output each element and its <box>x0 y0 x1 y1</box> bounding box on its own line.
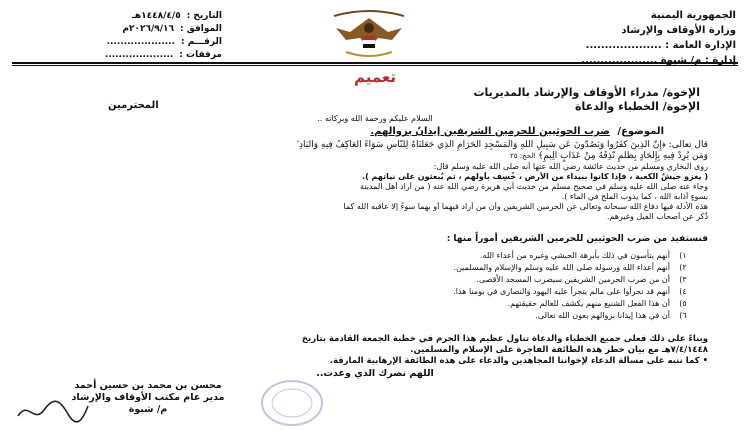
point-number: ٣) <box>679 275 687 284</box>
official-stamp-icon <box>258 378 326 428</box>
closing-prayer: اللهم نصرك الذي وعدت.. <box>316 368 434 379</box>
points-intro: فنستفيد من ضرب الحوثيين للحرمين الشريفين أموراً منها : <box>446 234 708 244</box>
quran-verse-line-2 <box>40 151 708 162</box>
body-line-4: بسوءٍ أذابه الله ، كما يذوب الملح في الماء ). <box>561 192 708 201</box>
point-number: ٦) <box>679 311 687 320</box>
point-text: أن في هذا إيذانا بزوالهم بعون الله تعالى. <box>535 311 670 320</box>
point-text: أنهم يتأسون في ذلك بأبرهة الحبشي وغيره من أعداء الله. <box>480 251 670 260</box>
gregorian-date-field <box>12 23 222 36</box>
point-text: أنهم قد تجرأوا على مالم يتجرأ عليه اليهود والنصارى في يومنا هذا. <box>453 287 670 296</box>
reference-number-label: الرقـــم : <box>181 37 222 47</box>
hadith-intro: روى البخاري ومسلم من حديث عائشة رضي الله عنها أنه صلى الله عليه وسلم قال: <box>433 162 708 171</box>
signatory-office: م/ شبوة <box>128 404 168 415</box>
closing-line-2: ٧/٤/١٤٤٨هـ مع بيان خطر هذه الطائفة الفاجرة على الإسلام والمسلمين. <box>410 345 708 355</box>
list-item <box>92 262 692 274</box>
header-divider-thick <box>12 62 738 64</box>
point-number: ٤) <box>679 287 687 296</box>
point-text: أنهم أعداء الله ورسوله صلى الله عليه وسلم والإسلام والمسلمين. <box>453 263 670 272</box>
handwritten-signature-icon <box>12 396 92 426</box>
point-number: ٢) <box>679 263 687 272</box>
signatory-name: محسن بن محمد بن حسين أحمد <box>74 380 222 391</box>
gregorian-date-label: الموافق : <box>180 24 222 34</box>
date-value: ١٤٤٨/٤/٥هـ <box>131 11 181 21</box>
signatory-title: مدير عام مكتب الأوقاف والإرشاد <box>71 392 225 403</box>
general-directorate-line: الإدارة العامة : .................... <box>585 40 736 51</box>
list-item <box>92 310 692 322</box>
document-title: تعميم <box>353 68 397 86</box>
header-right-block <box>496 8 736 68</box>
attachments-field <box>12 49 222 62</box>
reference-number-field <box>12 36 222 49</box>
subject-text: ضرب الحوثيين للحرمين الشريفين إيذانٌ بزوالهم. <box>370 126 610 137</box>
subject-label: الموضوع/ <box>617 126 664 137</box>
list-item <box>92 298 692 310</box>
addressee-directors: الإخوة/ مدراء الأوقاف والإرشاد بالمديريات <box>473 86 700 99</box>
list-item <box>92 286 692 298</box>
point-number: ٥) <box>679 299 687 308</box>
body-line-3: وجاء عنه صلى الله عليه وسلم في صحيح مسلم من حديث أبي هريرة رضي الله عنه ( من أراد أهل المدينة <box>360 182 708 191</box>
header-left-block <box>12 10 222 62</box>
date-label: التاريخ : <box>186 11 222 21</box>
subject-line <box>370 126 664 137</box>
body-line-5: هذه الأدلة فيها دفاع الله سبحانه وتعالى عن الحرمين الشريفين وأن من أراد فيهما أو بهما سوءً إلا عاقبه الله كما <box>343 202 708 211</box>
closing-instructions <box>40 334 708 367</box>
ministry-name: وزارة الأوقاف والإرشاد <box>621 25 736 36</box>
list-item <box>92 274 692 286</box>
closing-line-3: • كما ننبه على مسألة الدعاء لإخواننا المجاهدين والدعاء على هذه الطائفة الإرهابية المارقة. <box>329 356 708 366</box>
addressee-preachers: الإخوة/ الخطباء والدعاة <box>575 100 700 113</box>
date-field <box>12 10 222 23</box>
point-text: أن هذا الفعل الشنيع منهم يكشف للعالم حقيقتهم. <box>507 299 670 308</box>
closing-line-1: وبناءً على ذلك فعلى جميع الخطباء والدعاة تناول عظيم هذا الجرم في خطبة الجمعة القادمة بتاريخ <box>301 334 708 344</box>
header-divider-thin <box>12 65 738 66</box>
reference-number-value: .................... <box>106 37 176 47</box>
republic-emblem-icon <box>320 2 418 62</box>
document-body <box>40 140 708 222</box>
office-line: إدارة : م/ شبوة .................... <box>581 55 736 66</box>
country-name: الجمهورية اليمنية <box>650 10 736 21</box>
attachments-value: .................... <box>104 50 174 60</box>
point-number: ١) <box>679 251 687 260</box>
gregorian-date-value: ٢٠٢٦/٩/١٦م <box>122 24 175 34</box>
quran-verse-text: وَمَن يُرِدْ فِيهِ بِإِلْحَادٍ بِظُلْمٍ نُّذِقْهُ مِنْ عَذَابٍ أَلِيمٍ﴾ <box>538 151 708 161</box>
greeting: السلام عليكم ورحمة الله وبركاته .. <box>317 114 433 123</box>
body-line-6: ذُكر عن أصحاب الفيل وغيرهم. <box>606 212 708 221</box>
list-item <box>92 250 692 262</box>
honorific: المحترمين <box>108 100 159 111</box>
hadith-text: ( يغزو جيشٌ الكعبة ، فإذا كانوا ببيداء من الأرض ، خُسِف بأولهم ، ثم يُبعثون على نياتهم ). <box>362 172 708 181</box>
attachments-label: مرفقات : <box>179 50 222 60</box>
point-text: أن من ضرب الحرمين الشريفين سيضرب المسجد الأقصى. <box>476 275 670 284</box>
quran-verse-line-1: قال تعالى: ﴿إِنَّ الَّذِينَ كَفَرُوا وَيَصُدُّونَ عَن سَبِيلِ اللَّهِ وَالْمَسْجِدِ الْحَرَامِ الَّذِي جَعَلْنَاهُ لِلنَّاسِ سَوَاءً الْعَاكِفُ فِيهِ وَالْبَادِ ۚ <box>296 140 708 150</box>
points-list <box>92 250 692 322</box>
quran-verse-reference: الحج: ٢٥ <box>509 152 536 160</box>
